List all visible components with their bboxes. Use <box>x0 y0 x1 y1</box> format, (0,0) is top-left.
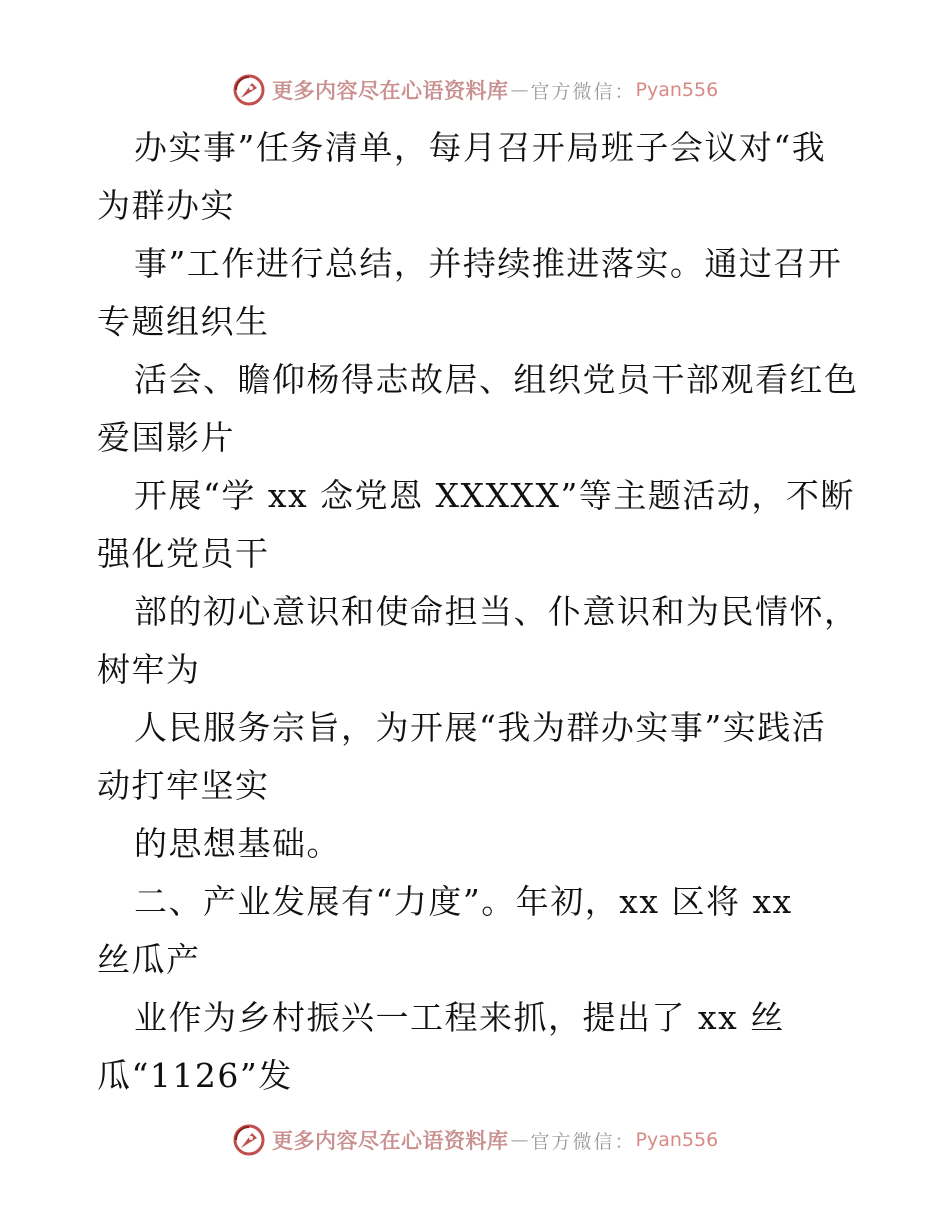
watermark-dash: — <box>510 79 529 101</box>
watermark-main-text: 更多内容尽在心语资料库 <box>272 78 509 103</box>
text-line: 事”工作进行总结，并持续推进落实。通过召开 <box>134 244 843 283</box>
text-line: 办实事”任务清单，每月召开局班子会议对“我 <box>134 128 827 167</box>
text-line: 为群办实 <box>97 186 235 225</box>
text-line: 人民服务宗旨，为开展“我为群办实事”实践活 <box>134 708 827 747</box>
text-line: 瓜“1126”发 <box>97 1056 293 1095</box>
text-line: 的思想基础。 <box>134 824 341 863</box>
text-line: 活会、瞻仰杨得志故居、组织党员干部观看红色 <box>134 360 859 399</box>
text-line: 树牢为 <box>97 650 201 689</box>
text-line: 业作为乡村振兴一工程来抓，提出了 xx 丝 <box>134 998 785 1037</box>
watermark-official-label: 官方微信： <box>530 1130 636 1153</box>
header-watermark <box>232 72 718 108</box>
footer-watermark <box>232 1122 718 1158</box>
watermark-wechat-id: Pyan556 <box>635 79 719 101</box>
text-line: 部的初心意识和使命担当、仆意识和为民情怀， <box>134 592 859 631</box>
pen-nib-logo-icon <box>232 73 266 107</box>
text-line: 丝瓜产 <box>97 940 201 979</box>
watermark-official-label: 官方微信： <box>530 80 636 103</box>
text-line: 开展“学 xx 念党恩 XXXXX”等主题活动，不断 <box>134 476 855 515</box>
text-line: 强化党员干 <box>97 534 270 573</box>
watermark-dash: — <box>510 1129 529 1151</box>
watermark-main-text: 更多内容尽在心语资料库 <box>272 1128 509 1153</box>
text-line: 爱国影片 <box>97 418 235 457</box>
text-line: 动打牢坚实 <box>97 766 270 805</box>
text-line: 二、产业发展有“力度”。年初，xx 区将 xx <box>134 882 793 921</box>
text-line: 专题组织生 <box>97 302 270 341</box>
pen-nib-logo-icon <box>232 1123 266 1157</box>
watermark-wechat-id: Pyan556 <box>635 1129 719 1151</box>
